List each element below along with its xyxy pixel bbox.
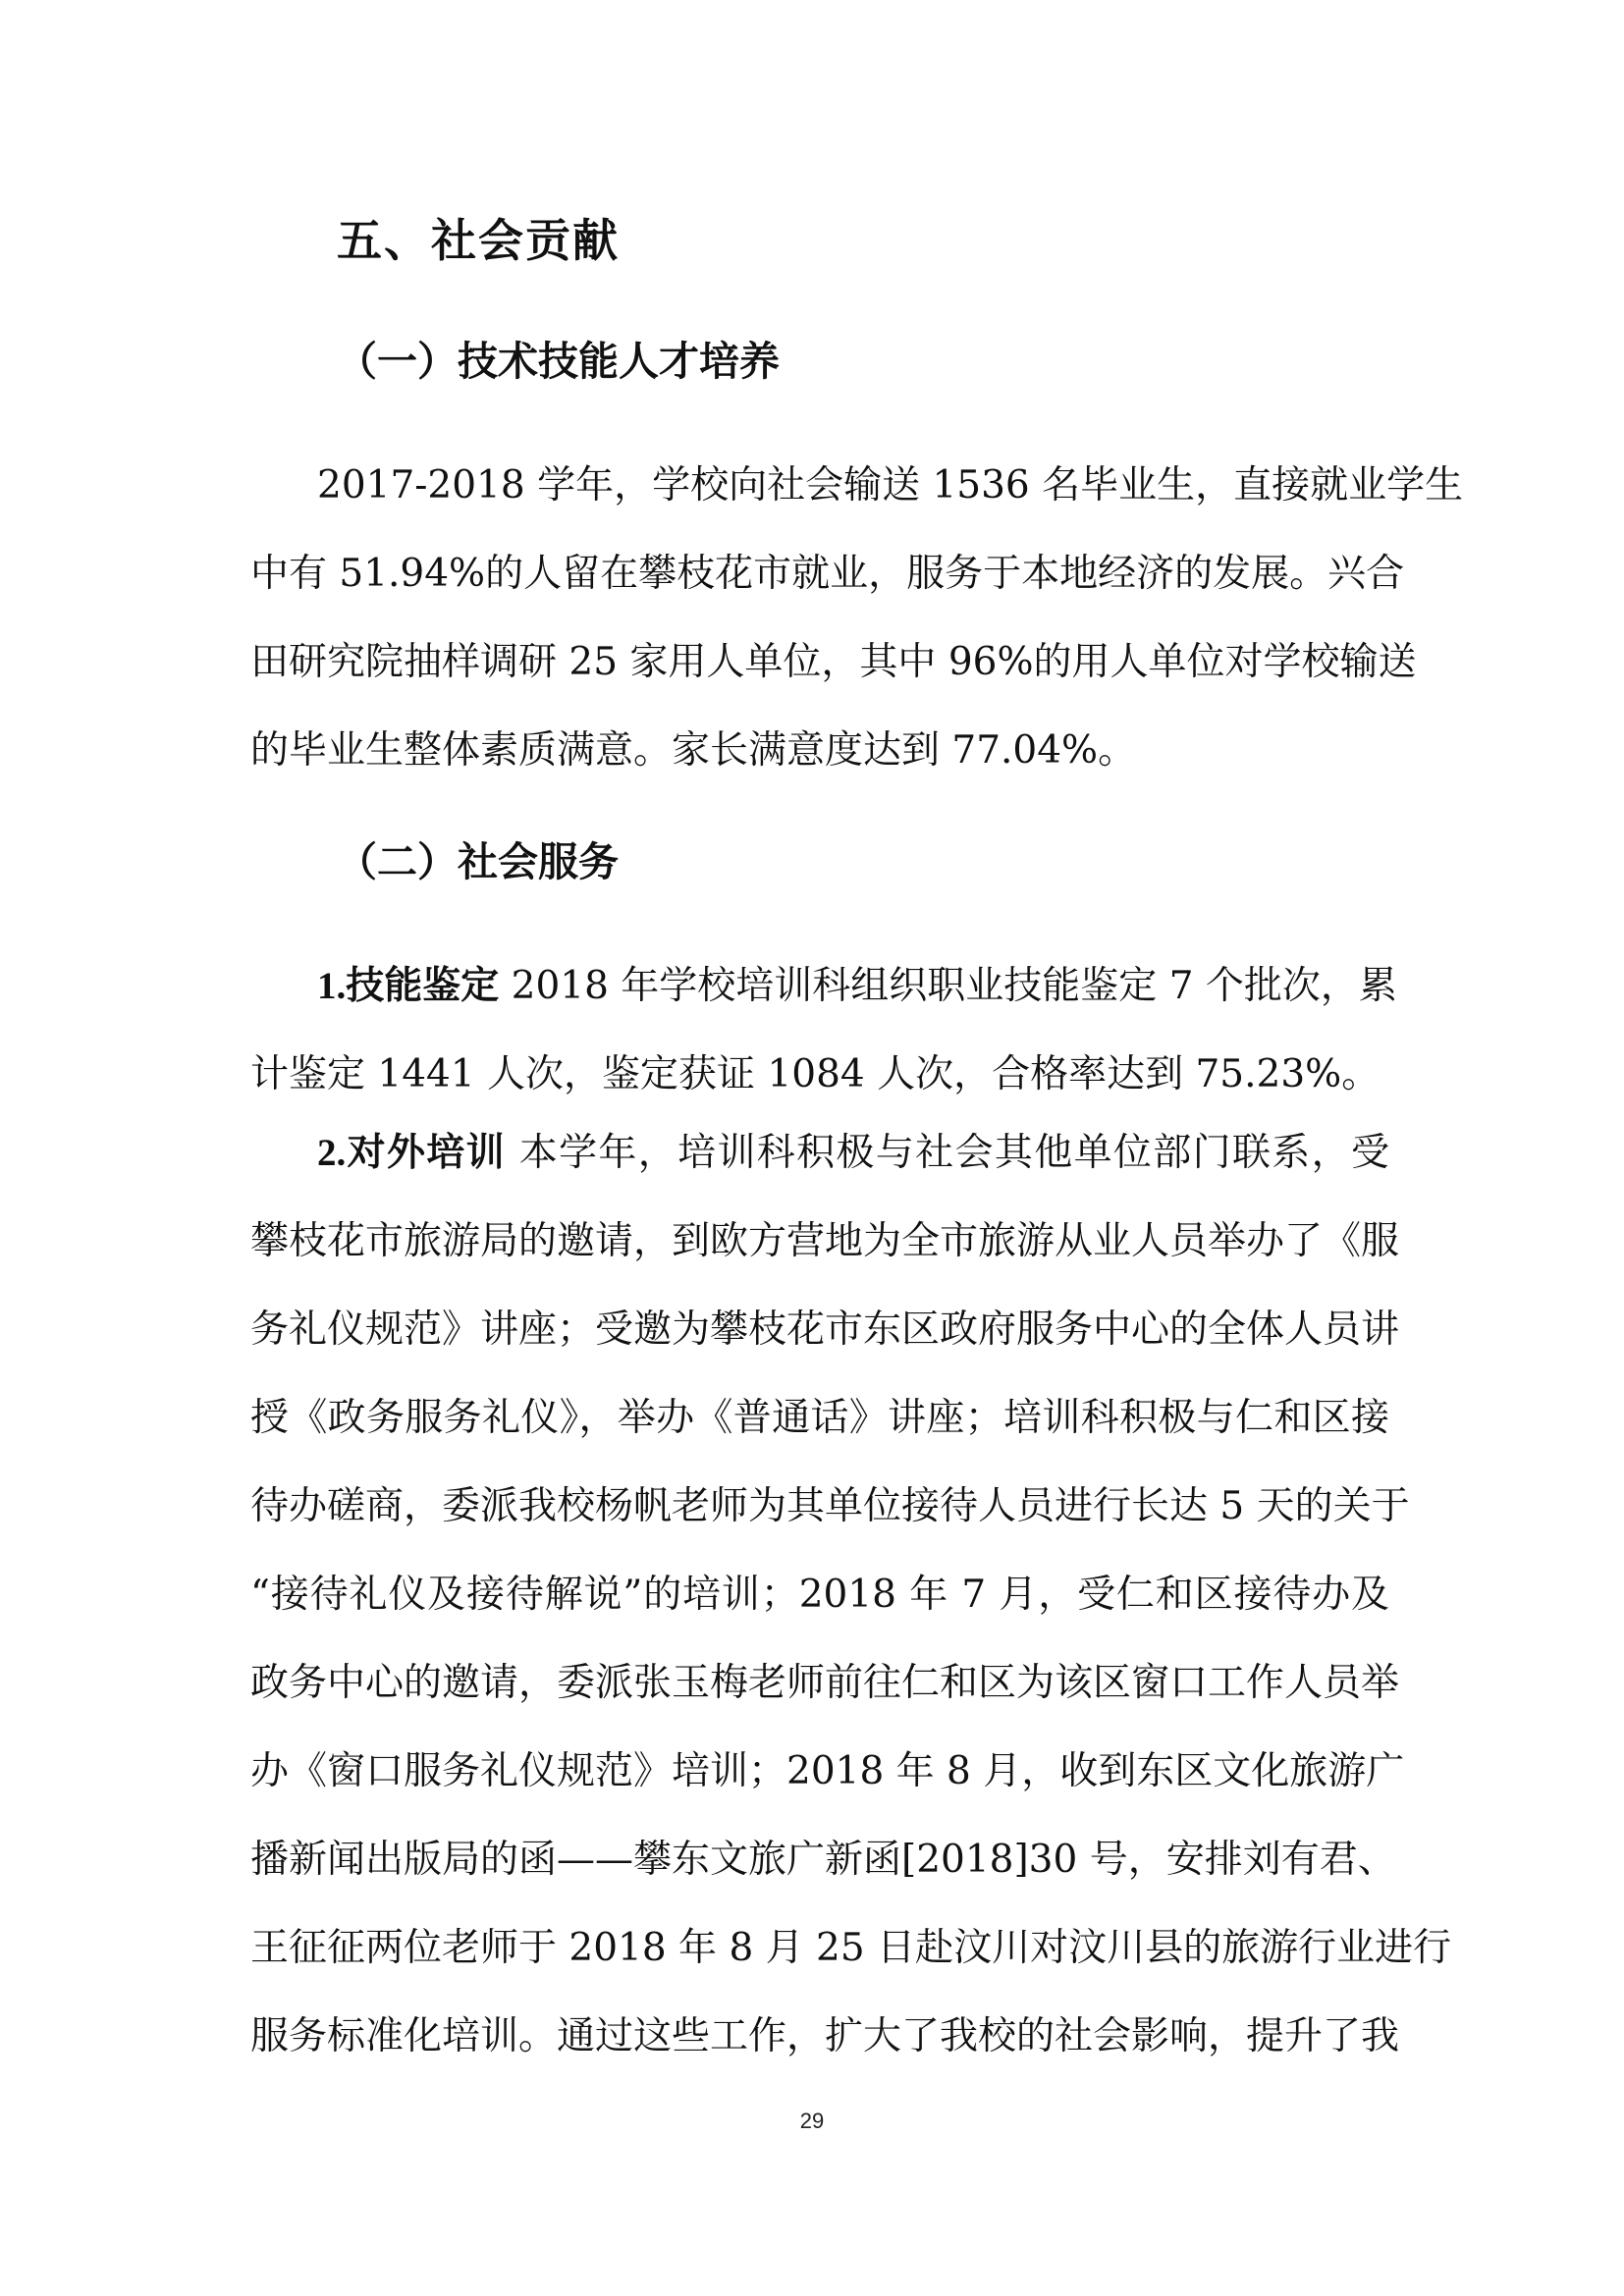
paragraph-line: 攀枝花市旅游局的邀请，到欧方营地为全市旅游从业人员举办了《服 xyxy=(250,1219,1400,1263)
page-number: 29 xyxy=(799,2109,825,2133)
paragraph-line-text: 2018 年学校培训科组织职业技能鉴定 7 个批次，累 xyxy=(499,964,1397,1008)
section-heading-talent-training: （一）技术技能人才培养 xyxy=(337,338,780,385)
paragraph-line: 办《窗口服务礼仪规范》培训；2018 年 8 月，收到东区文化旅游广 xyxy=(250,1749,1405,1793)
paragraph-line xyxy=(250,942,1397,1031)
paragraph-line: 2017-2018 学年，学校向社会输送 1536 名毕业生，直接就业学生 xyxy=(317,463,1464,507)
item-lead-external-training: 2.对外培训 xyxy=(317,1132,506,1174)
paragraph-talent-training xyxy=(250,442,1464,795)
paragraph-external-training xyxy=(250,1109,1452,2081)
paragraph-line: 田研究院抽样调研 25 家用人单位，其中 96%的用人单位对学校输送 xyxy=(250,640,1417,684)
paragraph-line: 的毕业生整体素质满意。家长满意度达到 77.04%。 xyxy=(250,728,1137,773)
paragraph-line: “接待礼仪及接待解说”的培训；2018 年 7 月，受仁和区接待办及 xyxy=(250,1573,1389,1617)
paragraph-line: 务礼仪规范》讲座；受邀为攀枝花市东区政府服务中心的全体人员讲 xyxy=(250,1308,1400,1352)
paragraph-line-text: 本学年，培训科积极与社会其他单位部门联系，受 xyxy=(505,1131,1389,1175)
item-lead-skill-appraisal: 1.技能鉴定 xyxy=(317,965,500,1007)
paragraph-line: 授《政务服务礼仪》，举办《普通话》讲座；培训科积极与仁和区接 xyxy=(250,1396,1389,1440)
paragraph-line: 中有 51.94%的人留在攀枝花市就业，服务于本地经济的发展。兴合 xyxy=(250,552,1405,596)
paragraph-line: 计鉴定 1441 人次，鉴定获证 1084 人次，合格率达到 75.23%。 xyxy=(250,1052,1380,1096)
paragraph-skill-appraisal xyxy=(250,942,1397,1119)
paragraph-line: 播新闻出版局的函——攀东文旅广新函[2018]30 号，安排刘有君、 xyxy=(250,1838,1396,1882)
paragraph-line: 王征征两位老师于 2018 年 8 月 25 日赴汶川对汶川县的旅游行业进行 xyxy=(250,1926,1452,1970)
section-heading-social-service: （二）社会服务 xyxy=(337,838,619,885)
paragraph-line: 待办磋商，委派我校杨帆老师为其单位接待人员进行长达 5 天的关于 xyxy=(250,1484,1410,1528)
paragraph-line: 服务标准化培训。通过这些工作，扩大了我校的社会影响，提升了我 xyxy=(250,2014,1400,2058)
chapter-heading: 五、社会贡献 xyxy=(337,214,620,267)
paragraph-line xyxy=(250,1109,1389,1198)
paragraph-line: 政务中心的邀请，委派张玉梅老师前往仁和区为该区窗口工作人员举 xyxy=(250,1661,1400,1705)
